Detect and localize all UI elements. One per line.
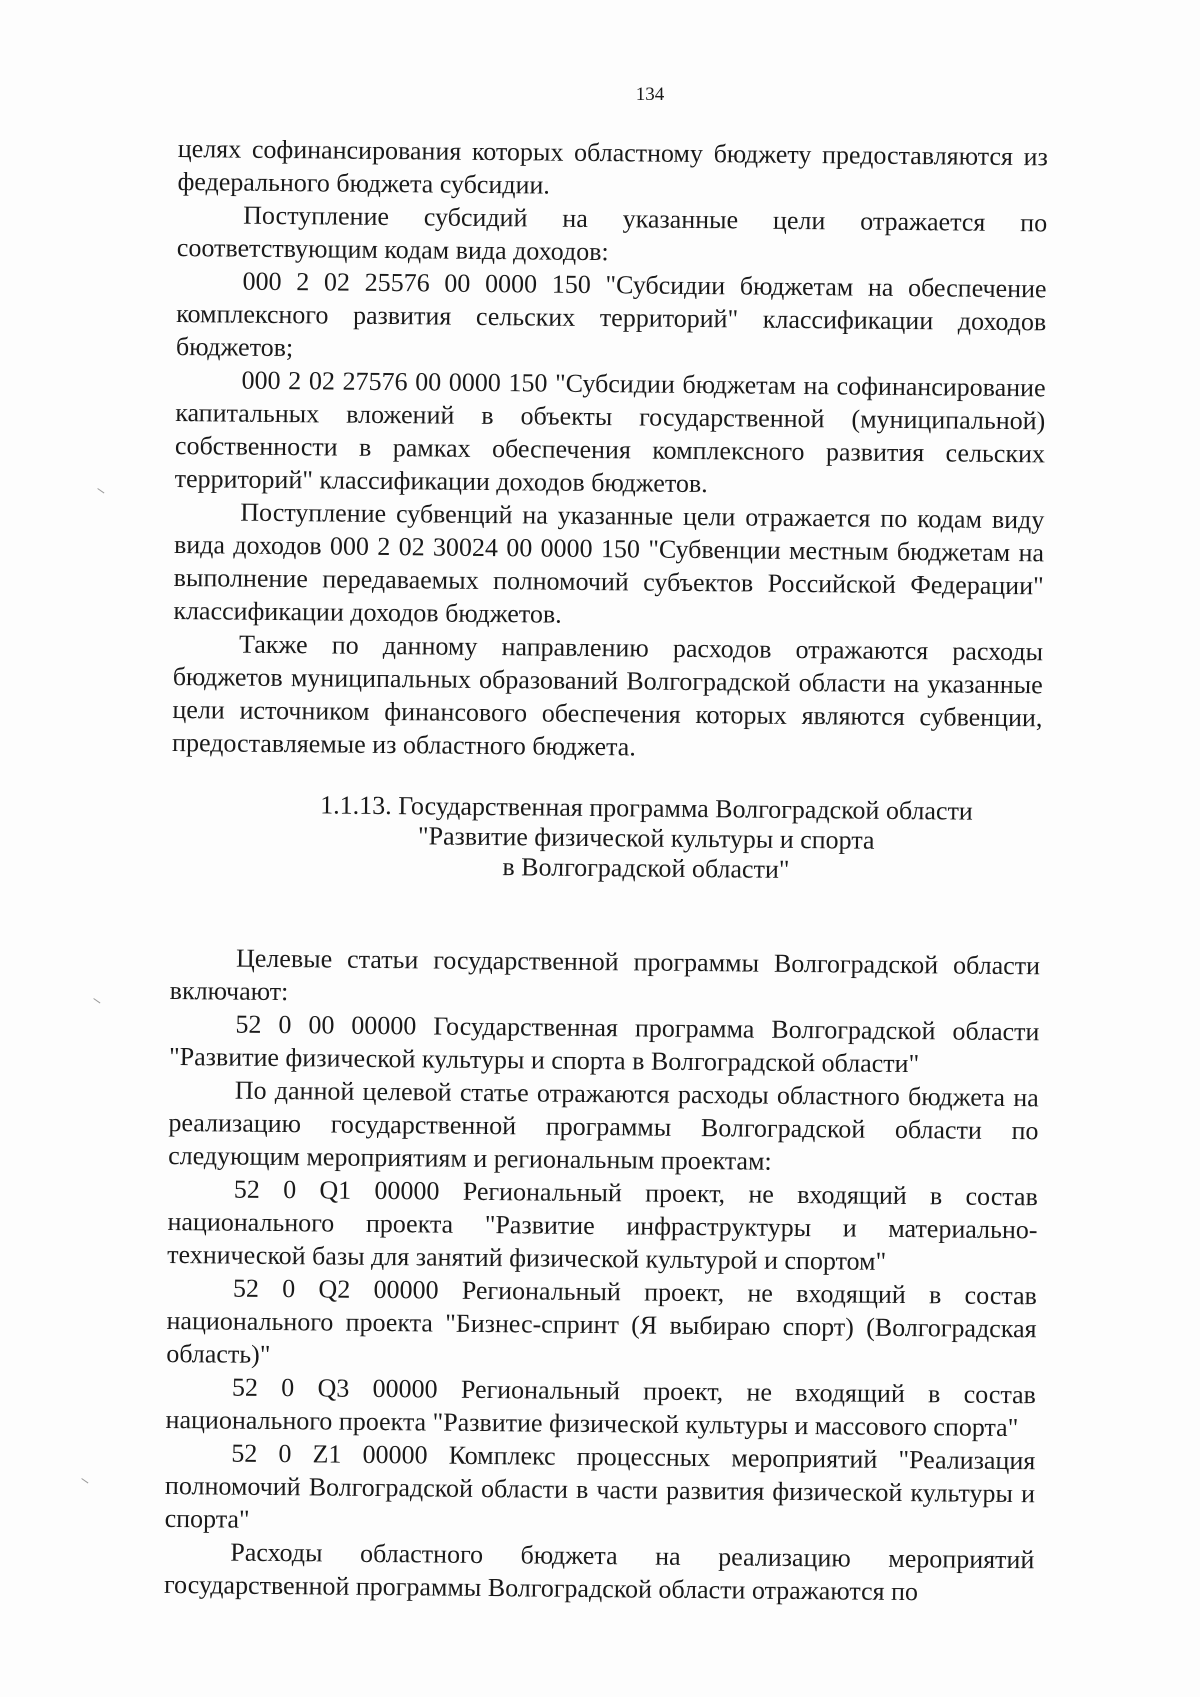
scan-speck [92,998,101,1006]
target-article-paragraph: 52 0 Q3 00000 Региональный проект, не входящий в состав национального проекта "Развитие физической культуры и массового спорта" [165,1372,1037,1443]
budget-code-paragraph: 000 2 02 27576 00 0000 150 "Субсидии бюджетам на софинансирование капитальных вложений в объекты государственной (муниципальной) собственности в рамках обеспечения комплексного развития сельских территорий" классификации доходов бюджетов. [174,365,1046,499]
budget-code-paragraph: 000 2 02 25576 00 0000 150 "Субсидии бюджетам на обеспечение комплексного развития сельских территорий" классификации доходов бюджетов; [175,266,1047,363]
section-heading-line: 1.1.13. Государственная программа Волгоградской области [320,790,973,826]
paragraph: Поступление субвенций на указанные цели отражается по кодам виду вида доходов 000 2 02 30024 00 0000 150 "Субвенции местным бюджетам на выполнение передаваемых полномочий субъектов Российской Федерации" классификации доходов бюджетов. [173,497,1045,629]
target-article-paragraph: 52 0 Z1 00000 Комплекс процессных мероприятий "Реализация полномочий Волгоградской области в части развития физической культуры и спорта" [164,1438,1036,1534]
target-article-paragraph: 52 0 00 00000 Государственная программа Волгоградской области "Развитие физической культуры и спорта в Волгоградской области" [168,1009,1040,1079]
paragraph: целях софинансирования которых областному бюджету предоставляются из федерального бюджета субсидии. [177,133,1048,200]
paragraph: Поступление субсидий на указанные цели отражается по соответствующим кодам вида доходов: [176,200,1048,267]
paragraph: Также по данному направлению расходов отражаются расходы бюджетов муниципальных образований Волгоградской области на указанные цели источником финансового обеспечения которых являются субвенции, предоставляемые из областного бюджета. [172,629,1044,762]
document-body [164,132,1048,1609]
section-heading-line: "Развитие физической культуры и спорта [417,821,875,855]
scan-speck [96,488,105,496]
paragraph: По данной целевой статье отражаются расходы областного бюджета на реализацию государственной программы Волгоградской области по следующим мероприятиям и региональным проектам: [168,1075,1039,1176]
target-article-paragraph: 52 0 Q1 00000 Региональный проект, не входящий в состав национального проекта "Развитие инфраструктуры и материально-технической базы для занятий физической культурой и спортом" [167,1174,1038,1276]
page-number: 134 [635,84,665,105]
scan-speck [80,1478,89,1486]
section-heading-line: в Волгоградской области" [502,852,790,884]
target-article-paragraph: 52 0 Q2 00000 Региональный проект, не входящий в состав национального проекта "Бизнес-спринт (Я выбираю спорт) (Волгоградская область)" [166,1273,1038,1369]
paragraph: Целевые статьи государственной программы Волгоградской области включают: [169,943,1041,1007]
section-heading [171,789,1042,887]
paragraph: Расходы областного бюджета на реализацию мероприятий государственной программы Волгоградской области отражаются по [163,1537,1035,1607]
